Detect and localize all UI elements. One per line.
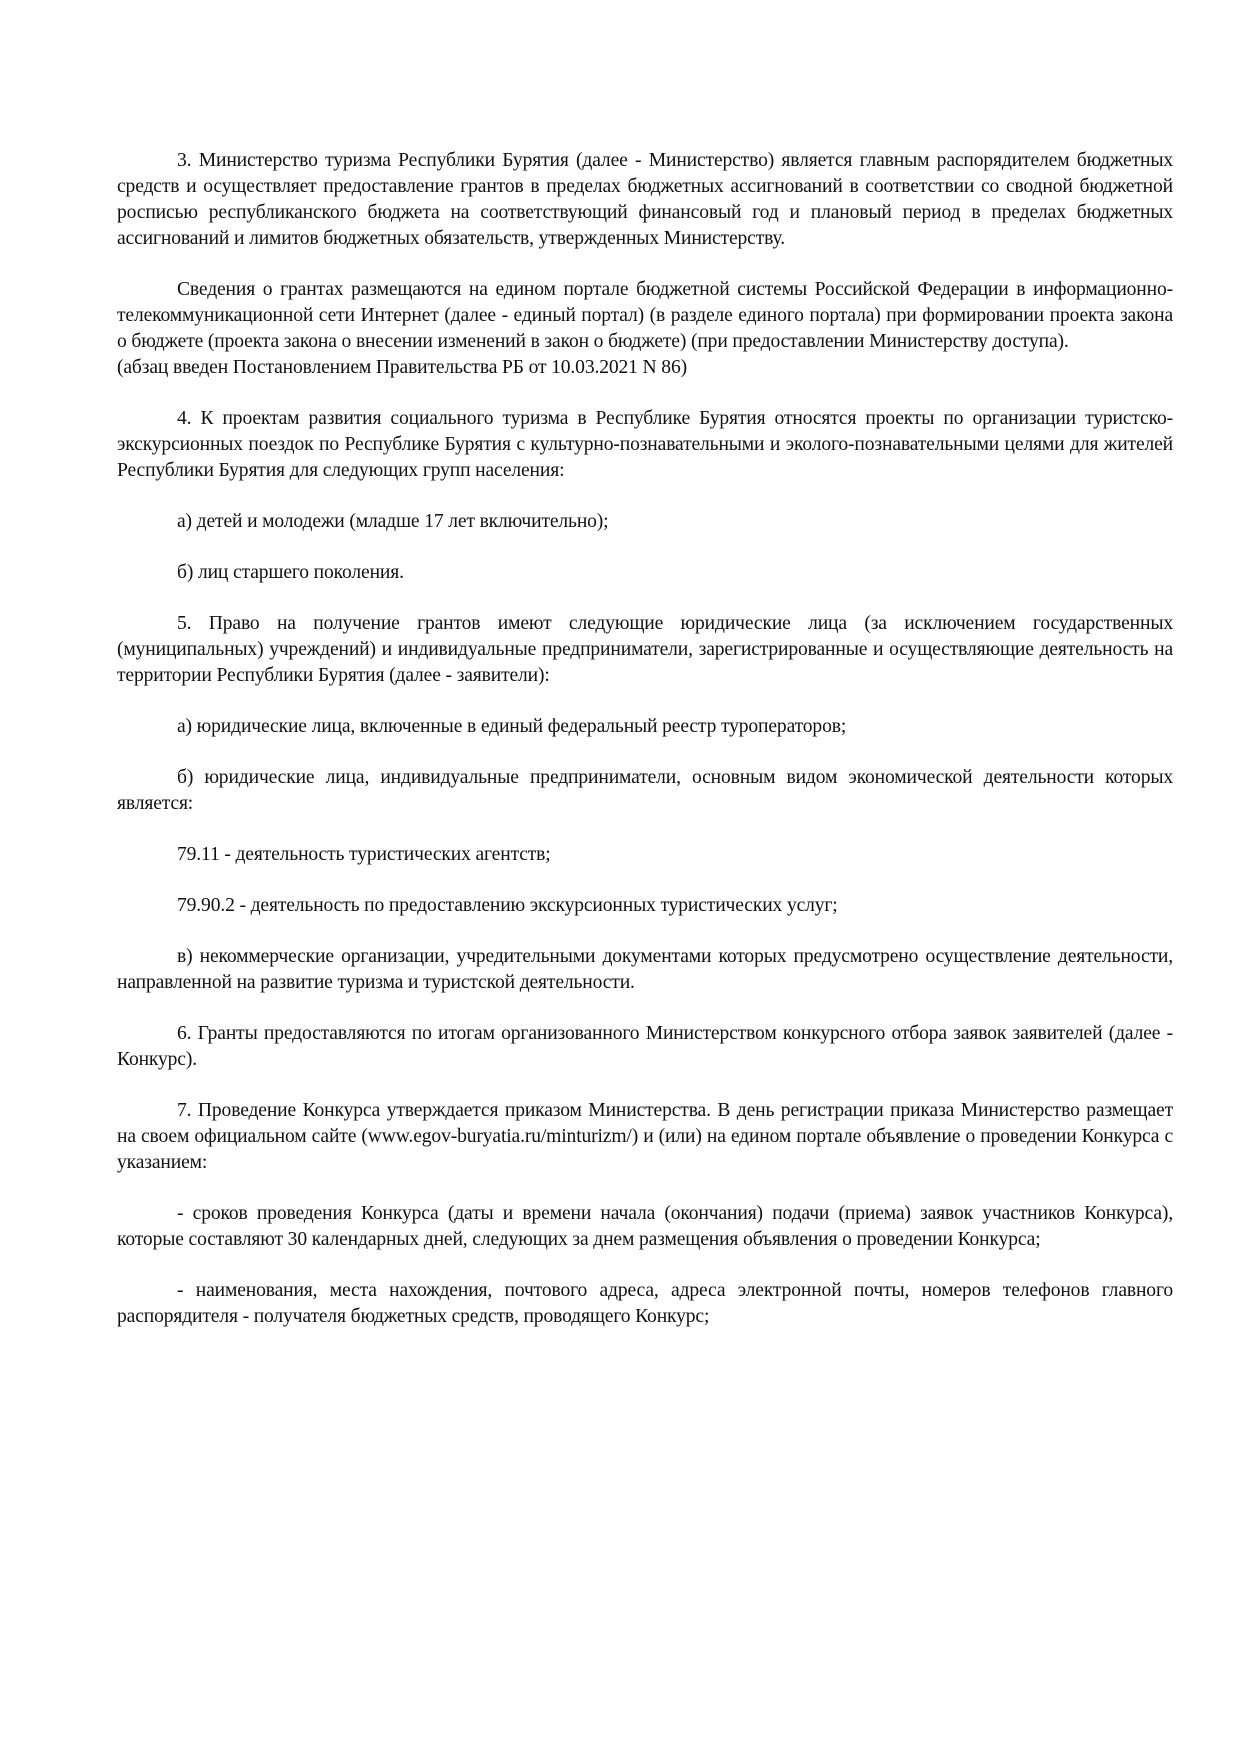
okved-code-79-90-2: 79.90.2 - деятельность по предоставлению экскурсионных туристических услуг; bbox=[177, 895, 838, 916]
okved-code-79-11: 79.11 - деятельность туристических агентств; bbox=[177, 844, 551, 865]
paragraph-5-item-b: б) юридические лица, индивидуальные предприниматели, основным видом экономической деятельности которых является: bbox=[117, 767, 1173, 814]
amendment-note: (абзац введен Постановлением Правительства РБ от 10.03.2021 N 86) bbox=[117, 357, 687, 378]
paragraph-7: 7. Проведение Конкурса утверждается приказом Министерства. В день регистрации приказа Министерство размещает на своем официальном сайте (www.egov-buryatia.ru/minturizm/) и (или) на едином портале объявление о проведении Конкурса с указанием: bbox=[117, 1100, 1173, 1173]
paragraph-5: 5. Право на получение грантов имеют следующие юридические лица (за исключением государственных (муниципальных) учреждений) и индивидуальные предприниматели, зарегистрированные и осуществляющие деятельность на территории Республики Бурятия (далее - заявители): bbox=[117, 613, 1173, 686]
paragraph-6: 6. Гранты предоставляются по итогам организованного Министерством конкурсного отбора заявок заявителей (далее - Конкурс). bbox=[117, 1023, 1173, 1070]
document-page bbox=[117, 148, 1173, 1355]
paragraph-3-grants-info-text: Сведения о грантах размещаются на едином портале бюджетной системы Российской Федерации в информационно-телекоммуникационной сети Интернет (далее - единый портал) (в разделе единого портала) при формировании проекта закона о бюджете (проекта закона о внесении изменений в закон о бюджете) (при предоставлении Министерству доступа). bbox=[117, 279, 1173, 352]
paragraph-4: 4. К проектам развития социального туризма в Республике Бурятия относятся проекты по организации туристско-экскурсионных поездок по Республике Бурятия с культурно-познавательными и эколого-познавательными целями для жителей Республики Бурятия для следующих групп населения: bbox=[117, 408, 1173, 481]
paragraph-4-item-b: б) лиц старшего поколения. bbox=[177, 562, 404, 583]
paragraph-7-item-contacts: - наименования, места нахождения, почтового адреса, адреса электронной почты, номеров телефонов главного распорядителя - получателя бюджетных средств, проводящего Конкурс; bbox=[117, 1280, 1173, 1327]
paragraph-5-item-a: а) юридические лица, включенные в единый федеральный реестр туроператоров; bbox=[177, 716, 847, 737]
paragraph-3-grants-info bbox=[117, 277, 1173, 381]
paragraph-4-item-a: а) детей и молодежи (младше 17 лет включительно); bbox=[177, 511, 609, 532]
paragraph-7-item-deadlines: - сроков проведения Конкурса (даты и времени начала (окончания) подачи (приема) заявок участников Конкурса), которые составляют 30 календарных дней, следующих за днем размещения объявления о проведении Конкурса; bbox=[117, 1203, 1173, 1250]
paragraph-5-item-c: в) некоммерческие организации, учредительными документами которых предусмотрено осуществление деятельности, направленной на развитие туризма и туристской деятельности. bbox=[117, 946, 1173, 993]
paragraph-3: 3. Министерство туризма Республики Бурятия (далее - Министерство) является главным распорядителем бюджетных средств и осуществляет предоставление грантов в пределах бюджетных ассигнований в соответствии со сводной бюджетной росписью республиканского бюджета на соответствующий финансовый год и плановый период в пределах бюджетных ассигнований и лимитов бюджетных обязательств, утвержденных Министерству. bbox=[117, 150, 1173, 249]
